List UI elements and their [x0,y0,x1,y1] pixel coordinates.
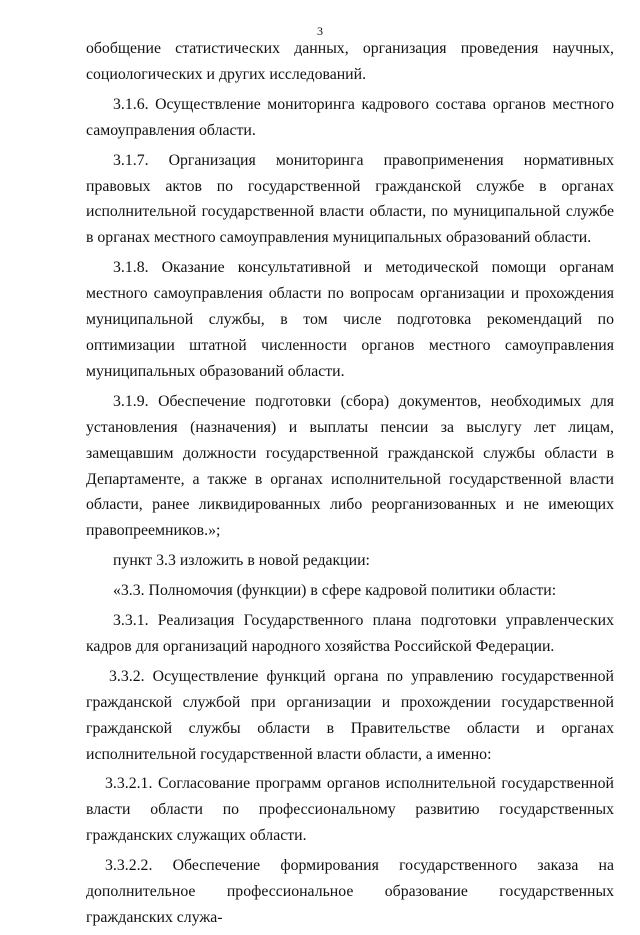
paragraph-amendment-instruction: пункт 3.3 изложить в новой редакции: [113,552,370,570]
document-body [86,36,614,935]
paragraph-3-1-8: 3.1.8. Оказание консультативной и методической помощи органам местного самоуправления области по вопросам организации и прохождения муниципальной службы, в том числе подготовка рекомендаций по оптимизации штатной численности органов местного самоуправления муниципальных образований области. [86,259,614,380]
paragraph-3-3-2: 3.3.2. Осуществление функций органа по управлению государственной гражданской службой при организации и прохождении государственной гражданской службы области в Правительстве области и органах исполнительной государственной власти области, а именно: [86,667,614,763]
paragraph-3-3-heading: «3.3. Полномочия (функции) в сфере кадровой политики области: [113,582,557,600]
paragraph-3-3-2-2: 3.3.2.2. Обеспечение формирования государственного заказа на дополнительное профессиональное образование государственных гражданских служа- [86,857,614,926]
paragraph-3-3-1: 3.3.1. Реализация Государственного плана подготовки управленческих кадров для организаций народного хозяйства Российской Федерации. [86,612,614,655]
page-number: 3 [317,24,323,38]
paragraph-3-1-9: 3.1.9. Обеспечение подготовки (сбора) документов, необходимых для установления (назначения) и выплаты пенсии за выслугу лет лицам, замещавшим должности государственной гражданской службы области в Департаменте, а также в органах исполнительной государственной власти области, ранее ликвидированных либо реорганизованных и не имеющих правопреемников.»; [86,392,614,540]
paragraph-3-1-6: 3.1.6. Осуществление мониторинга кадрового состава органов местного самоуправления области. [86,95,614,139]
paragraph-3-1-7: 3.1.7. Организация мониторинга правоприменения нормативных правовых актов по государственной гражданской службе в органах исполнительной государственной власти области, по муниципальной службе в органах местного самоуправления муниципальных образований области. [86,151,614,247]
paragraph-continuation: обобщение статистических данных, организация проведения научных, социологических и других исследований. [86,40,614,83]
paragraph-3-3-2-1: 3.3.2.1. Согласование программ органов исполнительной государственной власти области по профессиональному развитию государственных гражданских служащих области. [86,775,614,845]
